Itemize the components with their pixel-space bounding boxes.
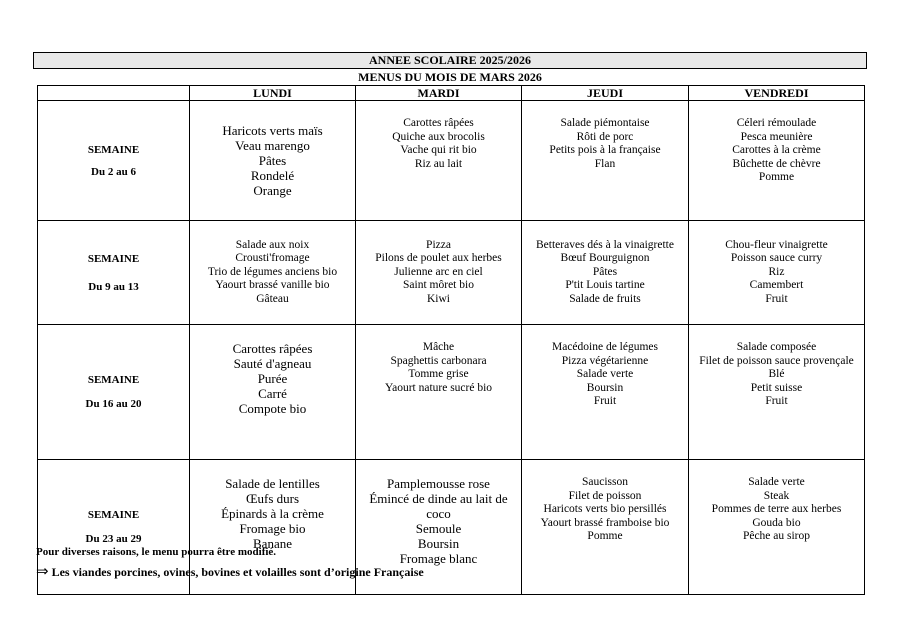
dish-item: Petit suisse (750, 381, 803, 394)
dish-item: Yaourt nature sucré bio (384, 381, 493, 394)
dish-item: Veau marengo (235, 138, 310, 153)
dish-item: Riz (768, 265, 785, 278)
dish-item: Salade composée (736, 341, 817, 353)
week-label: SEMAINE (87, 143, 140, 156)
dish-item: Semoule (415, 521, 462, 536)
dish-item: Riz au lait (414, 157, 463, 170)
dish-item: Fruit (765, 395, 788, 407)
dish-item: Pamplemousse rose (387, 476, 490, 491)
week-dates: Du 16 au 20 (85, 398, 142, 410)
table-row (38, 325, 865, 460)
week-dates: Du 2 au 6 (91, 165, 136, 178)
dish-item: Salade de fruits (569, 292, 641, 305)
dish-item: Haricots verts maïs (222, 123, 323, 138)
dish-item: Boursin (417, 536, 460, 551)
dish-item: Chou-fleur vinaigrette (725, 238, 828, 251)
dish-item: Poisson sauce curry (730, 252, 823, 265)
menu-cell-monday (190, 101, 356, 221)
week-label: SEMAINE (87, 509, 140, 521)
dish-item: Fromage bio (239, 521, 306, 536)
dish-item: Rôti de porc (576, 130, 634, 143)
dish-item: Épinards à la crème (221, 506, 324, 521)
dish-item: Salade piémontaise (560, 117, 650, 129)
menu-cell-monday (190, 221, 356, 325)
dish-item: Purée (257, 371, 288, 386)
week-cell (38, 101, 190, 221)
dish-item: Rondelé (250, 168, 295, 183)
dish-item: Œufs durs (245, 491, 300, 506)
day-header-thursday: JEUDI (522, 86, 689, 101)
dish-item: Gouda bio (752, 516, 801, 529)
dish-item: Pizza (426, 238, 451, 251)
menu-cell-thursday (522, 325, 689, 460)
week-cell (38, 221, 190, 325)
week-dates: Du 9 au 13 (88, 280, 139, 293)
table-row (38, 221, 865, 325)
dish-item: Émincé de dinde au lait de coco (369, 491, 508, 521)
dish-item: Carottes à la crème (732, 144, 821, 156)
dish-item: Banane (253, 536, 292, 551)
dish-item: Mâche (422, 341, 455, 353)
dish-item: Spaghettis carbonara (390, 354, 487, 367)
dish-item: Blé (768, 368, 785, 380)
dish-item: Pomme (587, 530, 623, 542)
dish-item: Pommes de terre aux herbes (711, 503, 842, 515)
dish-item: Orange (253, 183, 292, 198)
table-row (38, 101, 865, 221)
corner-cell (38, 86, 190, 101)
menu-cell-monday (190, 325, 356, 460)
dish-item: Crousti'fromage (235, 252, 310, 265)
menu-cell-tuesday (356, 101, 522, 221)
dish-item: Pomme (758, 171, 795, 183)
dish-item: Filet de poisson (568, 489, 642, 502)
menu-cell-friday (689, 325, 865, 460)
dish-item: Betteraves dés à la vinaigrette (536, 238, 674, 251)
dish-item: Céleri rémoulade (736, 117, 817, 129)
dish-item: Macédoine de légumes (551, 341, 658, 353)
dish-item: Salade verte (576, 368, 634, 380)
dish-item: Camembert (749, 279, 804, 292)
dish-item: Pizza végétarienne (561, 354, 649, 367)
dish-item: Compote bio (238, 401, 307, 416)
double-right-arrow-icon: ⇒ (36, 562, 49, 580)
month-menu-title: MENUS DU MOIS DE MARS 2026 (358, 70, 542, 84)
school-year-title: ANNEE SCOLAIRE 2025/2026 (33, 52, 867, 69)
dish-item: Fruit (765, 292, 788, 305)
menu-table (37, 85, 865, 595)
dish-item: Sauté d'agneau (233, 356, 312, 371)
dish-item: Vache qui rit bio (400, 144, 477, 156)
meat-origin-text: Les viandes porcines, ovines, bovines et volailles sont d’origine Française (51, 565, 424, 579)
dish-item: Trio de légumes anciens bio (207, 265, 338, 278)
week-dates: Du 23 au 29 (85, 533, 142, 545)
dish-item: Carré (258, 386, 287, 401)
dish-item: Petits pois à la française (549, 144, 661, 156)
dish-item: Tomme grise (408, 368, 469, 380)
menu-cell-thursday (522, 221, 689, 325)
dish-item: Bûchette de chèvre (732, 157, 821, 170)
menu-cell-friday (689, 101, 865, 221)
menu-cell-thursday (522, 101, 689, 221)
dish-item: Yaourt brassé vanille bio (215, 279, 330, 292)
dish-item: Carottes râpées (232, 341, 313, 356)
day-header-friday: VENDREDI (689, 86, 865, 101)
dish-item: Pilons de poulet aux herbes (375, 252, 502, 265)
dish-item: Kiwi (427, 292, 450, 305)
table-header-row (38, 86, 865, 101)
dish-item: Yaourt brassé framboise bio (540, 516, 670, 529)
dish-item: Boursin (586, 381, 624, 394)
dish-item: Julienne arc en ciel (394, 265, 483, 278)
menu-cell-thursday (522, 460, 689, 595)
week-label: SEMAINE (87, 252, 140, 265)
menu-cell-friday (689, 460, 865, 595)
dish-item: Saucisson (582, 476, 628, 488)
dish-item: Gâteau (256, 292, 289, 305)
menu-cell-tuesday (356, 325, 522, 460)
dish-item: Steak (763, 489, 790, 502)
day-header-monday: LUNDI (190, 86, 356, 101)
dish-item: Haricots verts bio persillés (543, 503, 667, 515)
menu-cell-friday (689, 221, 865, 325)
dish-item: Salade verte (748, 476, 805, 488)
dish-item: Carottes râpées (403, 117, 474, 129)
week-label: SEMAINE (87, 374, 140, 386)
day-header-tuesday: MARDI (356, 86, 522, 101)
week-cell (38, 325, 190, 460)
dish-item: Salade de lentilles (225, 476, 320, 491)
dish-item: Saint môret bio (403, 279, 474, 292)
dish-item: Pâtes (592, 265, 618, 278)
dish-item: Fromage blanc (399, 551, 478, 566)
dish-item: Quiche aux brocolis (392, 130, 485, 143)
dish-item: Fruit (593, 395, 617, 407)
meat-origin-note (36, 563, 424, 580)
disclaimer-note: Pour diverses raisons, le menu pourra être modifié. (36, 546, 277, 558)
dish-item: Flan (594, 157, 616, 170)
dish-item: Pêche au sirop (742, 530, 811, 542)
dish-item: Pâtes (258, 153, 287, 168)
dish-item: Filet de poisson sauce provençale (699, 354, 854, 367)
menu-cell-tuesday (356, 221, 522, 325)
dish-item: Salade aux noix (235, 238, 310, 251)
dish-item: P'tit Louis tartine (565, 279, 645, 292)
dish-item: Bœuf Bourguignon (560, 252, 650, 265)
dish-item: Pesca meunière (740, 130, 813, 143)
